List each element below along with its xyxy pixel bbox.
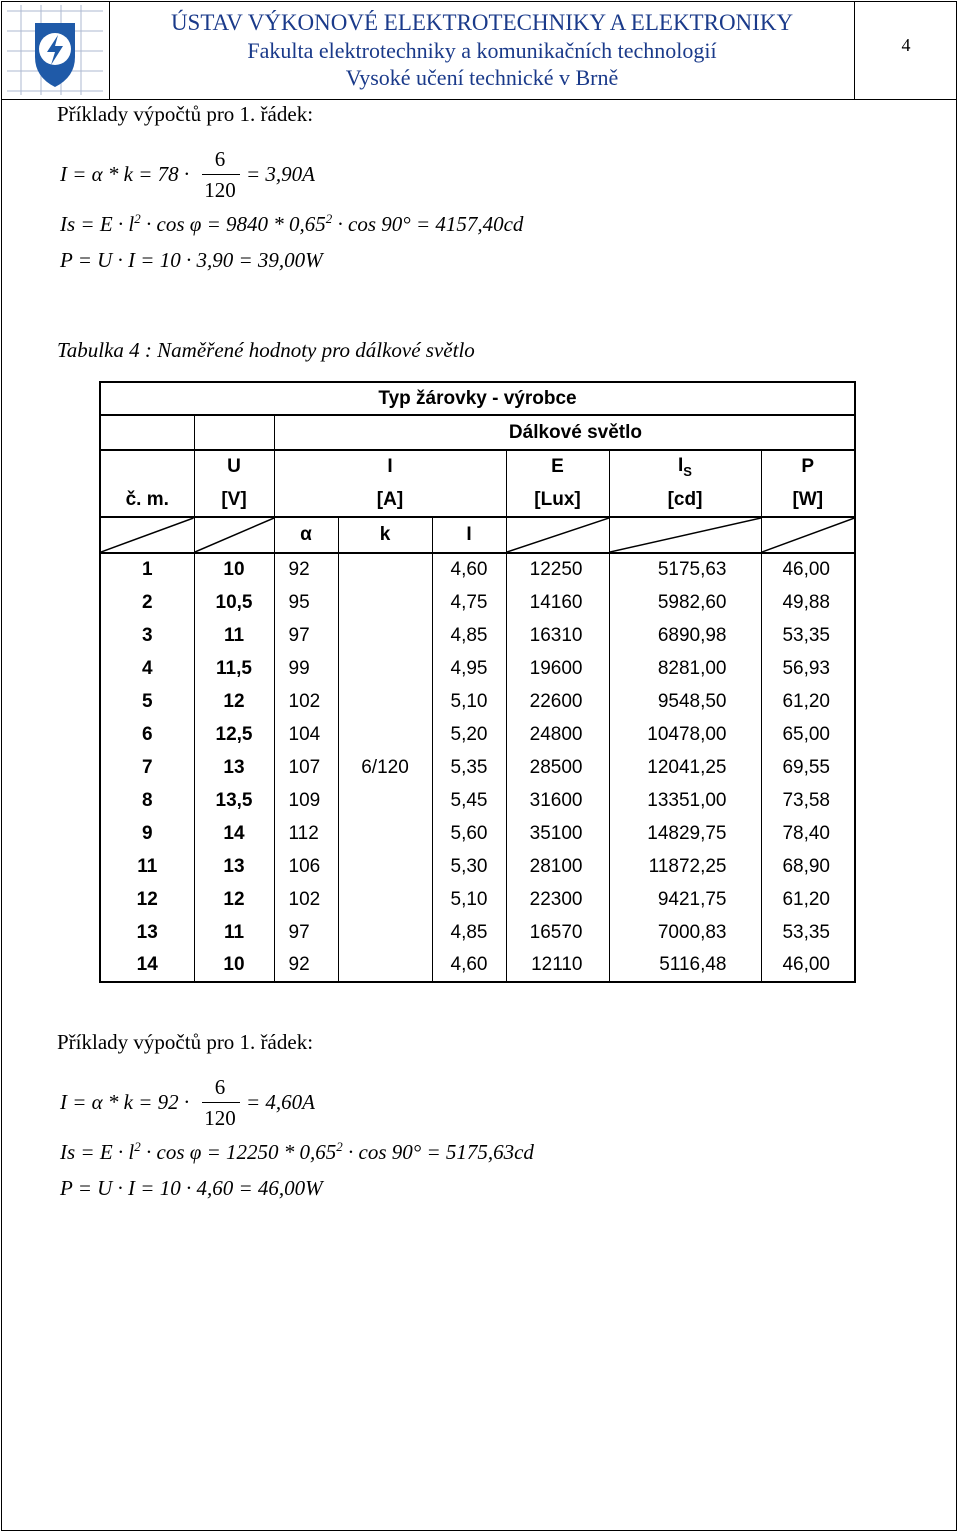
cell-E: 35100	[506, 817, 609, 850]
cell-U: 10	[194, 553, 274, 586]
cell-n: 7	[100, 751, 194, 784]
col-label-i: I	[274, 450, 506, 483]
col-label-u: U	[194, 450, 274, 483]
cell-E: 16310	[506, 619, 609, 652]
measurement-table	[99, 381, 856, 983]
cell-alpha: 102	[274, 685, 338, 718]
cell-I: 5,35	[432, 751, 506, 784]
institute-name: ÚSTAV VÝKONOVÉ ELEKTROTECHNIKY A ELEKTRONIKY	[170, 10, 794, 35]
cell-Is: 8281,00	[609, 652, 761, 685]
cell-P: 73,58	[761, 784, 855, 817]
cell-U: 14	[194, 817, 274, 850]
cell-P: 78,40	[761, 817, 855, 850]
cell-I: 5,60	[432, 817, 506, 850]
fraction-bar-bottom	[202, 1102, 240, 1103]
cell-I: 4,75	[432, 586, 506, 619]
equation-current-top: I = α * k = 78 ·	[60, 162, 190, 186]
diagonal-cell	[100, 517, 194, 553]
cell-alpha: 97	[274, 916, 338, 949]
cell-Is: 6890,98	[609, 619, 761, 652]
cell-n: 8	[100, 784, 194, 817]
fraction-bar-top	[202, 174, 240, 175]
cell-Is: 12041,25	[609, 751, 761, 784]
cell-n: 13	[100, 916, 194, 949]
empty-cell	[100, 415, 194, 450]
cell-Is: 13351,00	[609, 784, 761, 817]
empty-cell	[100, 450, 194, 483]
cell-I: 5,10	[432, 685, 506, 718]
cell-n: 14	[100, 949, 194, 982]
diagonal-cell	[609, 517, 761, 553]
table-row	[100, 751, 855, 784]
cell-I: 5,45	[432, 784, 506, 817]
cell-U: 12	[194, 883, 274, 916]
cell-I: 4,95	[432, 652, 506, 685]
col-label-is	[609, 450, 761, 483]
cell-U: 13	[194, 850, 274, 883]
examples-heading-top: Příklady výpočtů pro 1. řádek:	[57, 102, 314, 126]
cell-U: 13,5	[194, 784, 274, 817]
fraction-numerator-bottom: 6	[214, 1075, 226, 1099]
table-row	[100, 652, 855, 685]
cell-E: 22300	[506, 883, 609, 916]
cell-Is: 5982,60	[609, 586, 761, 619]
diagonal-cell	[194, 517, 274, 553]
col-label-is-sub: S	[683, 463, 692, 479]
table-row	[100, 883, 855, 916]
cell-P: 61,20	[761, 883, 855, 916]
page-number: 4	[901, 35, 911, 55]
cell-alpha: 112	[274, 817, 338, 850]
table-row	[100, 553, 855, 586]
cell-alpha: 95	[274, 586, 338, 619]
cell-Is: 10478,00	[609, 718, 761, 751]
page-header	[0, 0, 958, 100]
cell-n: 1	[100, 553, 194, 586]
cell-P: 65,00	[761, 718, 855, 751]
cell-E: 22600	[506, 685, 609, 718]
cell-alpha: 92	[274, 553, 338, 586]
cell-alpha: 109	[274, 784, 338, 817]
cell-n: 12	[100, 883, 194, 916]
cell-P: 68,90	[761, 850, 855, 883]
cell-P: 61,20	[761, 685, 855, 718]
table-caption: Tabulka 4 : Naměřené hodnoty pro dálkové světlo	[57, 338, 475, 362]
university-shield-lightning-logo	[1, 1, 109, 99]
col-label-is-main: I	[678, 455, 684, 477]
cell-I: 4,60	[432, 949, 506, 982]
cell-U: 10,5	[194, 586, 274, 619]
cell-alpha: 99	[274, 652, 338, 685]
cell-alpha: 102	[274, 883, 338, 916]
cell-alpha: 97	[274, 619, 338, 652]
cell-Is: 9421,75	[609, 883, 761, 916]
table-row	[100, 718, 855, 751]
eq-is-part3: · cos 90° = 5175,63cd	[342, 1140, 534, 1164]
unit-p: [W]	[761, 483, 855, 517]
cell-U: 13	[194, 751, 274, 784]
cell-Is: 11872,25	[609, 850, 761, 883]
eq-is-part3: · cos 90° = 4157,40cd	[332, 212, 524, 236]
equation-current-result-top: = 3,90A	[246, 162, 315, 186]
fraction-denominator-bottom: 120	[204, 1106, 236, 1130]
cell-I: 5,20	[432, 718, 506, 751]
cell-U: 11	[194, 619, 274, 652]
cell-n: 4	[100, 652, 194, 685]
equation-intensity-bottom: $Is = E \cdot l^2 \cdot \cos \varphi = 12250 * 0,65^2 \cdot \cos 90^\circ = 5175,63cd$	[60, 1139, 534, 1164]
table-row	[100, 916, 855, 949]
col-label-number: č. m.	[100, 483, 194, 517]
diagonal-cell	[761, 517, 855, 553]
cell-E: 24800	[506, 718, 609, 751]
cell-U: 11,5	[194, 652, 274, 685]
equation-power-top: P = U · I = 10 · 3,90 = 39,00W	[60, 248, 323, 272]
cell-k-merged: 6/120	[338, 553, 432, 982]
cell-P: 53,35	[761, 619, 855, 652]
cell-I: 4,85	[432, 619, 506, 652]
equation-current-result-bottom: = 4,60A	[246, 1090, 315, 1114]
cell-Is: 5116,48	[609, 949, 761, 982]
cell-E: 19600	[506, 652, 609, 685]
cell-E: 16570	[506, 916, 609, 949]
table-row	[100, 784, 855, 817]
cell-n: 11	[100, 850, 194, 883]
unit-is: [cd]	[609, 483, 761, 517]
fraction-numerator-top: 6	[214, 147, 226, 171]
table-title: Typ žárovky - výrobce	[100, 382, 855, 415]
cell-E: 12110	[506, 949, 609, 982]
cell-U: 12,5	[194, 718, 274, 751]
cell-n: 2	[100, 586, 194, 619]
cell-n: 9	[100, 817, 194, 850]
table-subtitle: Dálkové světlo	[274, 415, 855, 450]
unit-u: [V]	[194, 483, 274, 517]
logo-cell	[1, 1, 110, 100]
cell-Is: 9548,50	[609, 685, 761, 718]
diagonal-cell	[506, 517, 609, 553]
table-row	[100, 850, 855, 883]
sub-label-k: k	[338, 517, 432, 553]
table-row	[100, 619, 855, 652]
cell-alpha: 106	[274, 850, 338, 883]
eq-is-part2: · cos φ = 9840 * 0,65	[140, 212, 326, 236]
cell-U: 11	[194, 916, 274, 949]
cell-P: 49,88	[761, 586, 855, 619]
cell-alpha: 104	[274, 718, 338, 751]
cell-E: 28500	[506, 751, 609, 784]
cell-Is: 7000,83	[609, 916, 761, 949]
eq-is-part1: Is = E · l	[60, 1140, 135, 1164]
cell-I: 5,30	[432, 850, 506, 883]
cell-n: 3	[100, 619, 194, 652]
cell-P: 46,00	[761, 553, 855, 586]
cell-P: 46,00	[761, 949, 855, 982]
unit-i: [A]	[274, 483, 506, 517]
cell-E: 28100	[506, 850, 609, 883]
cell-U: 10	[194, 949, 274, 982]
cell-E: 12250	[506, 553, 609, 586]
cell-P: 56,93	[761, 652, 855, 685]
cell-U: 12	[194, 685, 274, 718]
cell-E: 14160	[506, 586, 609, 619]
university-name: Vysoké učení technické v Brně	[345, 65, 619, 90]
cell-I: 4,85	[432, 916, 506, 949]
cell-alpha: 107	[274, 751, 338, 784]
cell-I: 5,10	[432, 883, 506, 916]
equation-current-bottom: I = α * k = 92 ·	[60, 1090, 190, 1114]
unit-e: [Lux]	[506, 483, 609, 517]
equation-power-bottom: P = U · I = 10 · 4,60 = 46,00W	[60, 1176, 323, 1200]
page-number-cell	[855, 1, 957, 100]
cell-E: 31600	[506, 784, 609, 817]
table-row	[100, 685, 855, 718]
table-row	[100, 586, 855, 619]
cell-P: 53,35	[761, 916, 855, 949]
cell-P: 69,55	[761, 751, 855, 784]
empty-cell	[194, 415, 274, 450]
cell-I: 4,60	[432, 553, 506, 586]
sub-label-alpha: α	[274, 517, 338, 553]
cell-alpha: 92	[274, 949, 338, 982]
examples-heading-bottom: Příklady výpočtů pro 1. řádek:	[57, 1030, 314, 1054]
cell-n: 6	[100, 718, 194, 751]
table-row	[100, 949, 855, 982]
eq-is-part1: Is = E · l	[60, 212, 135, 236]
faculty-name: Fakulta elektrotechniky a komunikačních technologií	[247, 38, 717, 63]
header-title-cell	[110, 1, 855, 100]
col-label-e: E	[506, 450, 609, 483]
eq-is-part2: · cos φ = 12250 * 0,65	[140, 1140, 337, 1164]
table-row	[100, 817, 855, 850]
cell-Is: 14829,75	[609, 817, 761, 850]
cell-Is: 5175,63	[609, 553, 761, 586]
sub-label-i: I	[432, 517, 506, 553]
equation-intensity-top: $Is = E \cdot l^2 \cdot \cos \varphi = 9840 * 0,65^2 \cdot \cos 90^\circ = 4157,40cd$	[60, 211, 524, 236]
cell-n: 5	[100, 685, 194, 718]
fraction-denominator-top: 120	[204, 178, 236, 202]
col-label-p: P	[761, 450, 855, 483]
